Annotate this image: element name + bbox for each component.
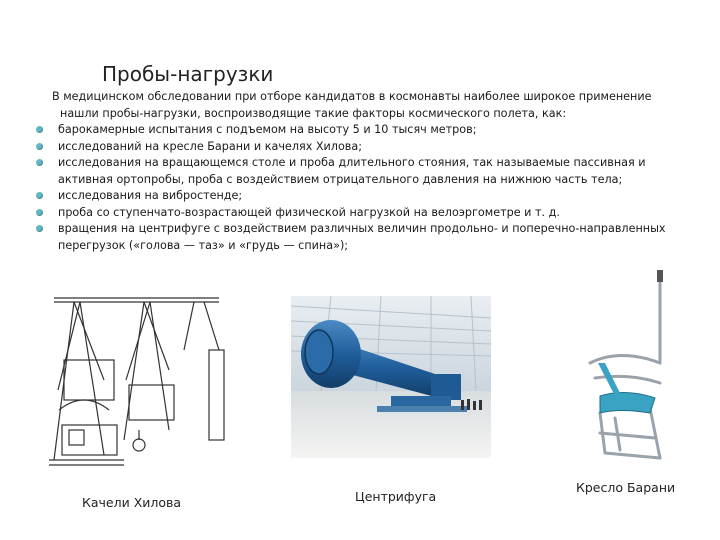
list-item: проба со ступенчато-возрастающей физической нагрузкой на велоэргометре и т. д.: [36, 205, 696, 222]
chair-caption: Кресло Барани: [576, 480, 676, 495]
bullet-icon: [36, 159, 43, 166]
intro-line-2: нашли пробы-нагрузки, воспроизводящие такие факторы космического полета, как:: [60, 106, 567, 120]
bullet-icon: [36, 126, 43, 133]
swing-caption: Качели Хилова: [82, 495, 182, 510]
intro-text: [52, 89, 692, 122]
list-item: исследования на вращающемся столе и проба длительного стояния, так называемые пассивная и активная ортопробы, проба с воздействием отрицательного давления на нижнюю часть тела;: [36, 155, 696, 188]
list-item: исследований на кресле Барани и качелях Хилова;: [36, 139, 696, 156]
centrifuge-caption: Центрифуга: [355, 489, 437, 504]
bullet-icon: [36, 143, 43, 150]
bullet-icon: [36, 225, 43, 232]
barany-chair-illustration: [560, 268, 680, 468]
slide-title: Пробы-нагрузки: [102, 62, 274, 86]
bullet-list: [36, 122, 696, 254]
centrifuge-photo: [291, 296, 491, 458]
khilov-swing-illustration: [44, 290, 229, 480]
list-item: барокамерные испытания с подъемом на высоту 5 и 10 тысяч метров;: [36, 122, 696, 139]
bullet-icon: [36, 209, 43, 216]
list-item: вращения на центрифуге с воздействием различных величин продольно- и поперечно-направленных перегрузок («голова — таз» и «грудь — спина»);: [36, 221, 696, 254]
intro-line-1: В медицинском обследовании при отборе кандидатов в космонавты наиболее широкое применение: [52, 90, 652, 103]
bullet-icon: [36, 192, 43, 199]
list-item: исследования на вибростенде;: [36, 188, 696, 205]
